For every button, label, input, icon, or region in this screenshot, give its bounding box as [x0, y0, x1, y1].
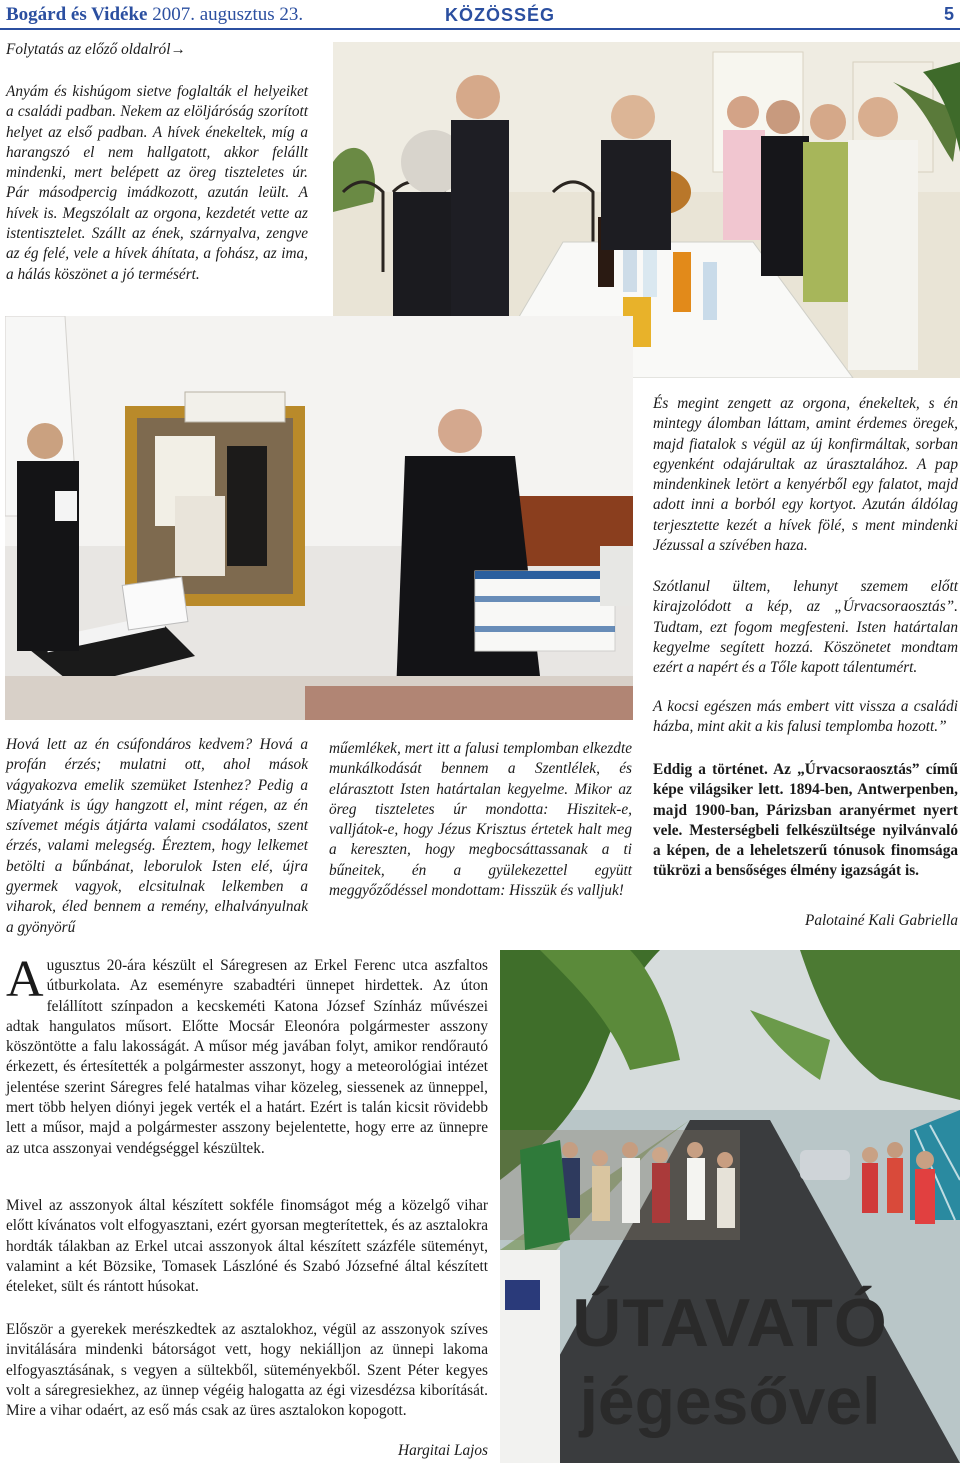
article1-col3-paragraph-2: Szótlanul ültem, lehunyt szemem előtt kirajzolódott a kép, az „Úrvacsoraosztás”. Tudtam, ezt fogom megfesteni. Isten határtalan kegyelme segített hozzá. Köszönetet mondtam ezért a napért és a Tőle kapott tálentumért. [653, 578, 958, 677]
arrow-right-icon: → [170, 41, 186, 58]
photo-church-illustration [5, 316, 633, 720]
article2-paragraph-3: Először a gyerekek merészkedtek az asztalokhoz, végül az asszonyok szíves invitálására mindenki bátorságot vett, hogy nekiálljon az ünnepi lakoma elfogyasztásának, s vegyen a sültekből, süteményekből. Szent Péter kegyes volt a sáregresiekhez, az ünnep végéig halogatta az égi vizesdézsa kiborítását. Mire a vihar odaért, az eső más csak az üres asztalokon kopogott. [6, 1321, 488, 1420]
title-line-2: jégesővel [579, 1364, 881, 1438]
article1-author: Palotainé Kali Gabriella [805, 912, 958, 929]
article2-paragraph-1 [6, 951, 488, 1159]
continued-label: Folytatás az előző oldalról [6, 41, 171, 58]
page-header [0, 0, 960, 30]
issue-date: 2007. augusztus 23. [152, 4, 304, 25]
article1-intro: Anyám és kishúgom sietve foglalták el helyeiket a családi padban. Nekem az elöljáróság szorított helyet az első padban. A hívek énekeltek, míg a harangszó el nem hallgatott, akkor felállt mindenki, mert belépett az öreg tiszteletes úr. Pár másodpercig imádkozott, azután leült. A hívek is. Megszólalt az orgona, kezdetét vette az istentisztelet. Szállt az ének, szárnyalva, zengve az ég felé, vele a hívek áhítata, a fohász, az ima, a hálás köszönet a jó termésért. [6, 83, 308, 283]
page-number: 5 [943, 4, 954, 24]
dropcap: A [6, 951, 44, 1008]
article2-paragraph-1-text: ugusztus 20-ára készült el Sáregresen az Erkel Ferenc utca aszfaltos útburkolata. Az eseményre szabadtéri ünnepet hirdettek. Az úton felállított színpadon a kecskeméti Katona József Színház művészei adtak hangulatos műsort. Előtte Mocsár Eleonóra polgármester asszony köszöntötte a falu lakosságát. A műsor még javában folyt, amikor rendőrautó érkezett, és értesítették a polgármester asszonyt, hogy a meteorológiai intézet jelentése szerint Sáregres felé hatalmas vihar közeleg, siessenek az ünneppel, mert több helyen diónyi jegek verték el a határt. Ezért is talán kicsit rövidebb lett a műsor, majd a polgármester asszony bejelentette, hogy erre az ünnepre az utca asszonyai vendégséggel készültek. [6, 957, 488, 1157]
article1-col3-paragraph-3: A kocsi egészen más embert vitt vissza a családi házba, mint akit a kis falusi templomba hozott.” [653, 698, 958, 736]
continued-from-previous[interactable] [6, 40, 308, 60]
article1-col2-bottom: műemlékek, mert itt a falusi templomban elkezdte munkálkodását bennem a Szentlélek, és elárasztott Isten határtalan kegyelme. Mikor az öreg tiszteletes úr mondotta: Hiszitek-e, valljátok-e, hogy Jézus Krisztus értetek halt meg a kereszten, hogy megbocsáttassanak a ti bűneitek, én a gyülekezettel együtt meggyőződéssel mondottam: Hisszük és valljuk! [329, 740, 632, 900]
section-title: KÖZÖSSÉG [444, 5, 555, 25]
masthead [6, 4, 303, 26]
photo-road-illustration [500, 950, 960, 1463]
photo-church-painting [5, 316, 633, 720]
article1-col1-bottom: Hová lett az én csúfondáros kedvem? Hová a profán érzés; mulatni ott, ahol mások vágyakozva emelik szemüket Istenhez? Pedig a Miatyánk is úgy hangzott el, mint régen, az én szívemet mégis átjárta valami csodálatos, szent érzés, valami melegség. Éreztem, hogy lelkemet betölti a bűnbánat, leborulok Isten elé, újra gyermek vagyok, elcsitulnak lelkemben a viharok, éled bennem a remény, elhalványulnak a gyönyörű [6, 736, 308, 936]
article1-col3-paragraph-1: És megint zengett az orgona, énekeltek, s én mintegy álomban láttam, amint érdemes öregek, majd fiatalok s végül az új konfirmáltak, sorban egyenként odajárultak az úrasztalához. A pap mindenkinek letört a kenyérből egy falatot, majd adott inni a borból egy kortyot. Azután áldólag terjesztette kezét a hívek fölé, s ment mindenki Jézussal a szívében haza. [653, 395, 958, 555]
article1-closing-note: Eddig a történet. Az „Úrvacsoraosztás” című képe világsiker lett. 1894-ben, Antwerpenben, majd 1900-ban, Párizsban aranyérmet nyert vele. Mesterségbeli felkészültsége nyilvánvaló a képen, de a leheletszerű tónusok finomsága tükrözi a bensőséges élmény igazságát is. [653, 761, 958, 880]
article2-author: Hargitai Lajos [398, 1442, 488, 1459]
title-line-1: ÚTAVATÓ [572, 1285, 888, 1361]
photo-road-inauguration [500, 950, 960, 1463]
article2-paragraph-2: Mivel az asszonyok által készített sokféle finomságot még a közelgő vihar előtt kívánatos volt elfogyasztani, ezért gyorsan megterítettek, és az asztalokra hordták tálakban az Erkel utcai asszonyok által készített százféle süteményt, valamint a két Bözsike, Tomasek Lászlóné és Szabó Józsefné által készített ételeket, sült és rántott húsokat. [6, 1197, 488, 1296]
publication-name: Bogárd és Vidéke [6, 4, 148, 25]
